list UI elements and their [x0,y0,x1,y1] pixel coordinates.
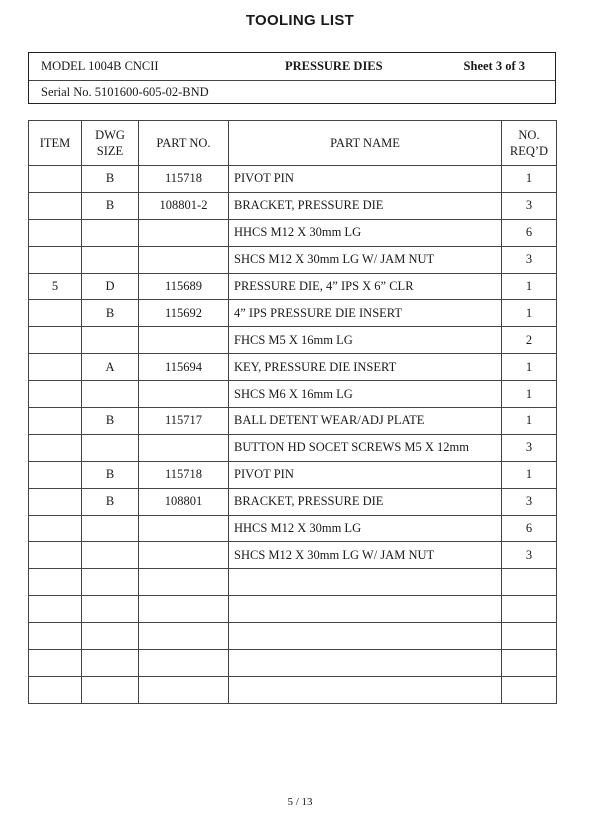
cell-item [29,542,82,569]
cell-part-name: BRACKET, PRESSURE DIE [229,488,502,515]
cell-qty [502,623,557,650]
cell-item [29,569,82,596]
table-row [29,623,557,650]
cell-part-no [139,623,229,650]
cell-qty: 3 [502,542,557,569]
cell-item [29,166,82,193]
cell-item [29,354,82,381]
cell-dwg-size [82,381,139,408]
cell-part-name: BALL DETENT WEAR/ADJ PLATE [229,408,502,435]
cell-part-no: 115692 [139,300,229,327]
cell-dwg-size [82,515,139,542]
cell-part-name: BRACKET, PRESSURE DIE [229,192,502,219]
cell-qty: 3 [502,434,557,461]
cell-qty: 6 [502,219,557,246]
model-label: MODEL 1004B CNCII [41,59,159,73]
cell-qty: 1 [502,300,557,327]
cell-item [29,676,82,703]
column-header-item: ITEM [29,121,82,166]
cell-part-no [139,676,229,703]
cell-item [29,515,82,542]
cell-dwg-size: B [82,192,139,219]
table-row [29,596,557,623]
sheet-label: Sheet 3 of 3 [463,59,525,73]
cell-part-no [139,434,229,461]
cell-qty: 3 [502,488,557,515]
table-row [29,354,557,381]
cell-item [29,408,82,435]
cell-qty: 2 [502,327,557,354]
table-header-row [29,121,557,166]
cell-dwg-size: D [82,273,139,300]
cell-part-name [229,596,502,623]
cell-dwg-size: B [82,166,139,193]
table-row [29,650,557,677]
cell-part-name [229,569,502,596]
cell-item: 5 [29,273,82,300]
cell-item [29,434,82,461]
cell-part-no [139,569,229,596]
column-header-part-name: PART NAME [229,121,502,166]
cell-part-name [229,650,502,677]
table-row [29,166,557,193]
cell-part-no [139,381,229,408]
cell-part-name: SHCS M6 X 16mm LG [229,381,502,408]
section-label: PRESSURE DIES [285,59,383,73]
cell-item [29,461,82,488]
table-row [29,676,557,703]
cell-part-name: 4” IPS PRESSURE DIE INSERT [229,300,502,327]
table-row [29,434,557,461]
cell-qty [502,650,557,677]
table-row [29,542,557,569]
cell-part-no [139,327,229,354]
cell-part-no: 115717 [139,408,229,435]
cell-dwg-size [82,650,139,677]
cell-part-name [229,676,502,703]
cell-part-name: HHCS M12 X 30mm LG [229,219,502,246]
table-row [29,381,557,408]
page-title: TOOLING LIST [245,12,355,29]
tooling-table [28,120,557,704]
cell-qty: 3 [502,192,557,219]
cell-item [29,300,82,327]
cell-part-name: KEY, PRESSURE DIE INSERT [229,354,502,381]
cell-part-name: PIVOT PIN [229,461,502,488]
cell-dwg-size: B [82,461,139,488]
cell-item [29,650,82,677]
cell-dwg-size [82,219,139,246]
table-row [29,273,557,300]
table-row [29,461,557,488]
cell-part-no [139,596,229,623]
cell-item [29,381,82,408]
table-row [29,246,557,273]
cell-qty: 1 [502,354,557,381]
cell-part-name: BUTTON HD SOCET SCREWS M5 X 12mm [229,434,502,461]
cell-part-name [229,623,502,650]
cell-part-name: PRESSURE DIE, 4” IPS X 6” CLR [229,273,502,300]
serial-label: Serial No. 5101600-605-02-BND [41,85,209,99]
cell-part-name: SHCS M12 X 30mm LG W/ JAM NUT [229,542,502,569]
cell-qty [502,676,557,703]
cell-qty: 1 [502,273,557,300]
cell-part-name: SHCS M12 X 30mm LG W/ JAM NUT [229,246,502,273]
cell-dwg-size: A [82,354,139,381]
cell-dwg-size [82,596,139,623]
header-row-model [29,53,555,81]
cell-part-no: 115718 [139,166,229,193]
table-row [29,569,557,596]
page-number: 5 / 13 [287,796,313,808]
cell-qty: 3 [502,246,557,273]
cell-part-no [139,542,229,569]
header-row-serial [29,80,555,104]
cell-item [29,327,82,354]
table-row [29,408,557,435]
table-row [29,300,557,327]
cell-item [29,623,82,650]
cell-item [29,596,82,623]
cell-part-name: HHCS M12 X 30mm LG [229,515,502,542]
cell-dwg-size [82,623,139,650]
cell-part-no [139,246,229,273]
cell-dwg-size [82,434,139,461]
column-header-dwg-size: DWG SIZE [82,121,139,166]
cell-item [29,246,82,273]
cell-item [29,192,82,219]
cell-part-no [139,515,229,542]
cell-qty: 1 [502,408,557,435]
cell-part-no: 108801-2 [139,192,229,219]
cell-dwg-size: B [82,488,139,515]
table-row [29,219,557,246]
cell-qty [502,569,557,596]
cell-dwg-size [82,542,139,569]
column-header-part-no: PART NO. [139,121,229,166]
cell-dwg-size [82,569,139,596]
table-row [29,515,557,542]
cell-part-no: 115689 [139,273,229,300]
cell-dwg-size [82,246,139,273]
cell-qty: 6 [502,515,557,542]
cell-qty: 1 [502,461,557,488]
cell-part-no: 115718 [139,461,229,488]
table-row [29,327,557,354]
cell-part-no: 108801 [139,488,229,515]
cell-qty: 1 [502,166,557,193]
cell-part-no [139,650,229,677]
cell-part-no: 115694 [139,354,229,381]
cell-qty: 1 [502,381,557,408]
cell-dwg-size: B [82,300,139,327]
cell-item [29,488,82,515]
cell-part-no [139,219,229,246]
cell-part-name: FHCS M5 X 16mm LG [229,327,502,354]
cell-part-name: PIVOT PIN [229,166,502,193]
cell-dwg-size: B [82,408,139,435]
cell-dwg-size [82,327,139,354]
table-row [29,192,557,219]
cell-item [29,219,82,246]
header-box [28,52,556,104]
column-header-qty: NO. REQ’D [502,121,557,166]
table-row [29,488,557,515]
cell-dwg-size [82,676,139,703]
cell-qty [502,596,557,623]
